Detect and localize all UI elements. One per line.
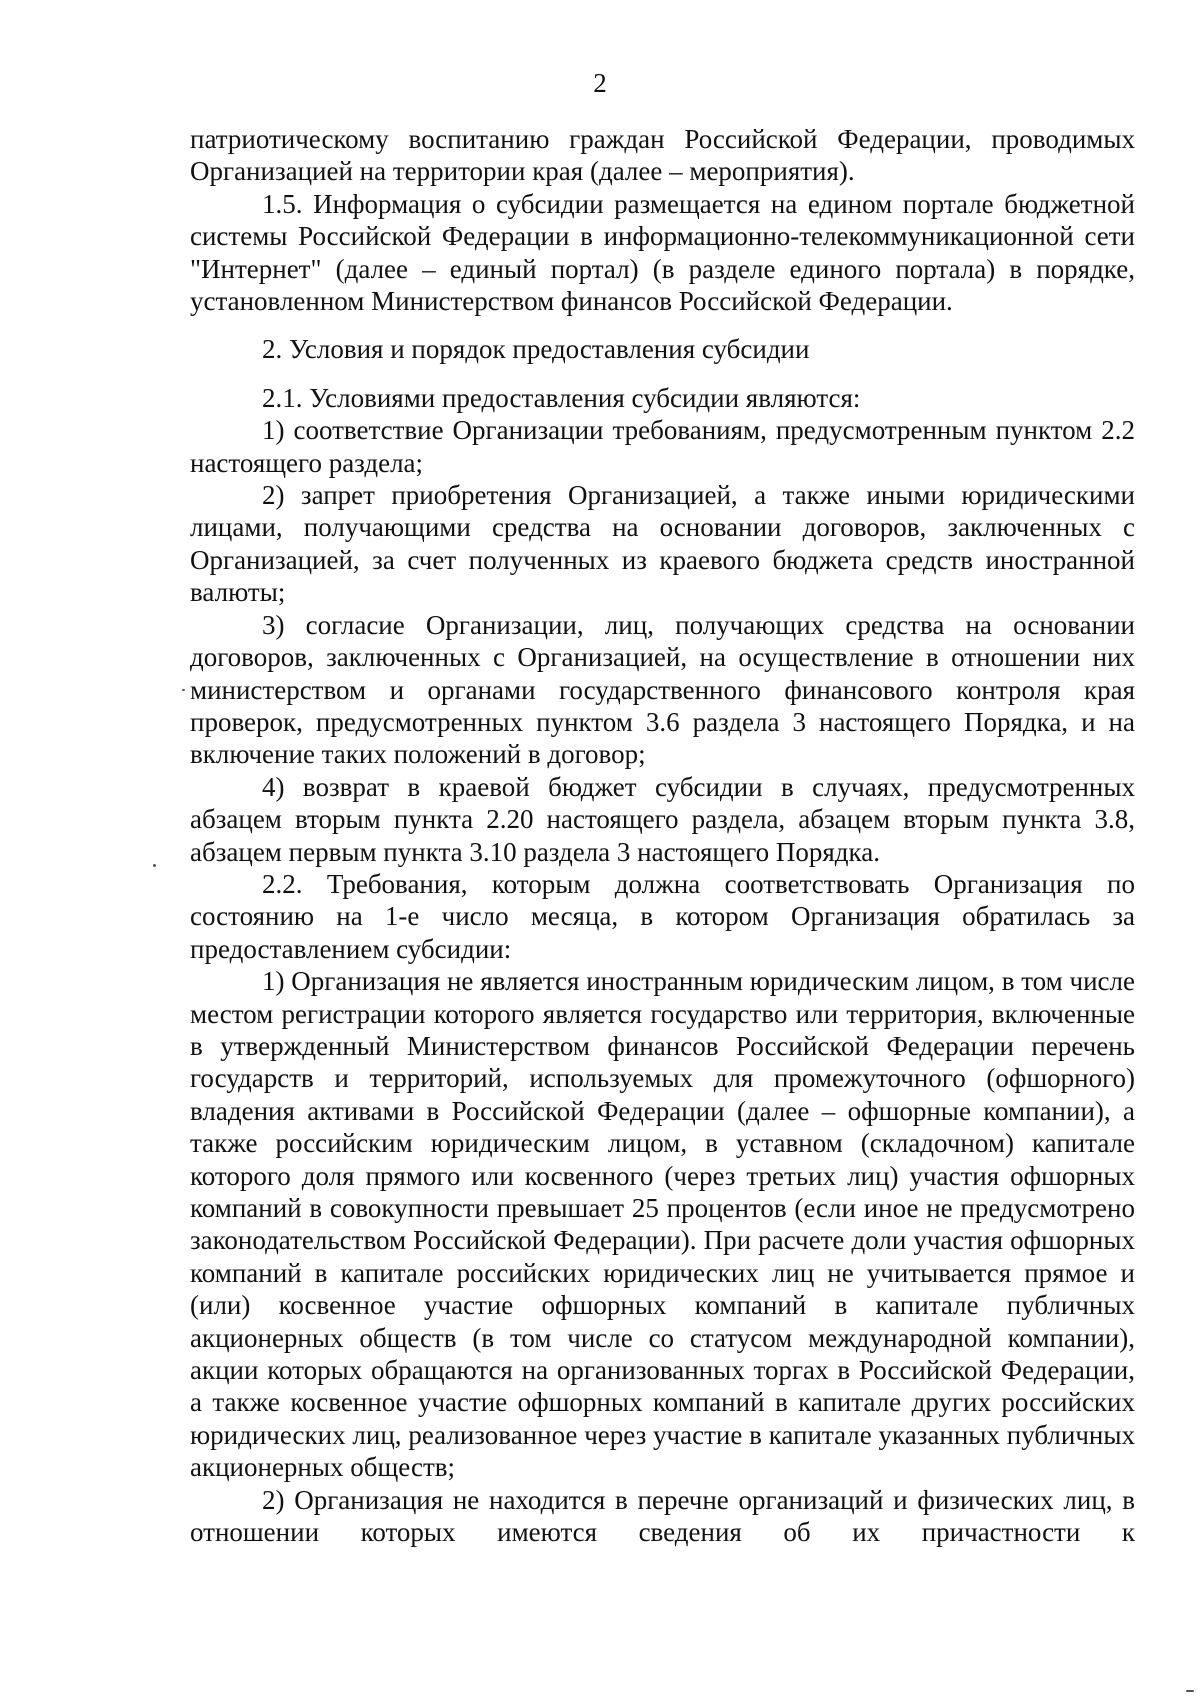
list-item-2-1-4: 4) возврат в краевой бюджет субсидии в случаях, предусмотренных абзацем вторым пункта 2.20 настоящего раздела, абзацем вторым пункта 3.8, абзацем первым пункта 3.10 раздела 3 настоящего Порядка. [190,771,1135,867]
document-body [190,123,1135,1548]
list-item-2-1-2: 2) запрет приобретения Организацией, а также иными юридическими лицами, получающими средства на основании договоров, заключенных с Организацией, за счет полученных из краевого бюджета средств иностранной валюты; [190,480,1135,608]
paragraph-continuation: патриотическому воспитанию граждан Российской Федерации, проводимых Организацией на территории края (далее – мероприятия). [190,124,1135,187]
scan-speck [153,864,156,867]
paragraph-1-5: 1.5. Информация о субсидии размещается на едином портале бюджетной системы Российской Федерации в информационно-телекоммуникационной сети "Интернет" (далее – единый портал) (в разделе единого портала) в порядке, установленном Министерством финансов Российской Федерации. [190,188,1135,317]
paragraph-2-2: 2.2. Требования, которым должна соответствовать Организация по состоянию на 1-е число месяца, в котором Организация обратилась за предоставлением субсидии: [190,868,1135,964]
page-number: 2 [593,68,607,98]
scan-speck [182,689,185,691]
section-heading-2: 2. Условия и порядок предоставления субсидии [262,334,810,365]
list-item-2-1-1: 1) соответствие Организации требованиям, предусмотренным пунктом 2.2 настоящего раздела; [190,415,1135,478]
list-item-2-2-1: 1) Организация не является иностранным юридическим лицом, в том числе местом регистрации которого является государство или территория, включенные в утвержденный Министерством финансов Российской Федерации перечень государств и территорий, используемых для промежуточного (офшорного) владения активами в Российской Федерации (далее – офшорные компании), а также российским юридическим лицом, в уставном (складочном) капитале которого доля прямого или косвенного (через третьих лиц) участия офшорных компаний в совокупности превышает 25 процентов (если иное не предусмотрено законодательством Российской Федерации). При расчете доли участия офшорных компаний в капитале российских юридических лиц не учитывается прямое и (или) косвенное участие офшорных компаний в капитале публичных акционерных обществ (в том числе со статусом международной компании), акции которых обращаются на организованных торгах в Российской Федерации, а также косвенное участие офшорных компаний в капитале других российских юридических лиц, реализованное через участие в капитале указанных публичных акционерных обществ; [190,966,1135,1483]
paragraph-2-1: 2.1. Условиями предоставления субсидии являются: [262,382,861,413]
list-item-2-1-3: 3) согласие Организации, лиц, получающих средства на основании договоров, заключенных с Организацией, на осуществление в отношении них министерством и органами государственного финансового контроля края проверок, предусмотренных пунктом 3.6 раздела 3 настоящего Порядка, и на включение таких положений в договор; [190,609,1135,770]
scan-speck [1186,1690,1194,1692]
list-item-2-2-2: 2) Организация не находится в перечне организаций и физических лиц, в отношении которых имеются сведения об их причастности к [190,1484,1135,1548]
